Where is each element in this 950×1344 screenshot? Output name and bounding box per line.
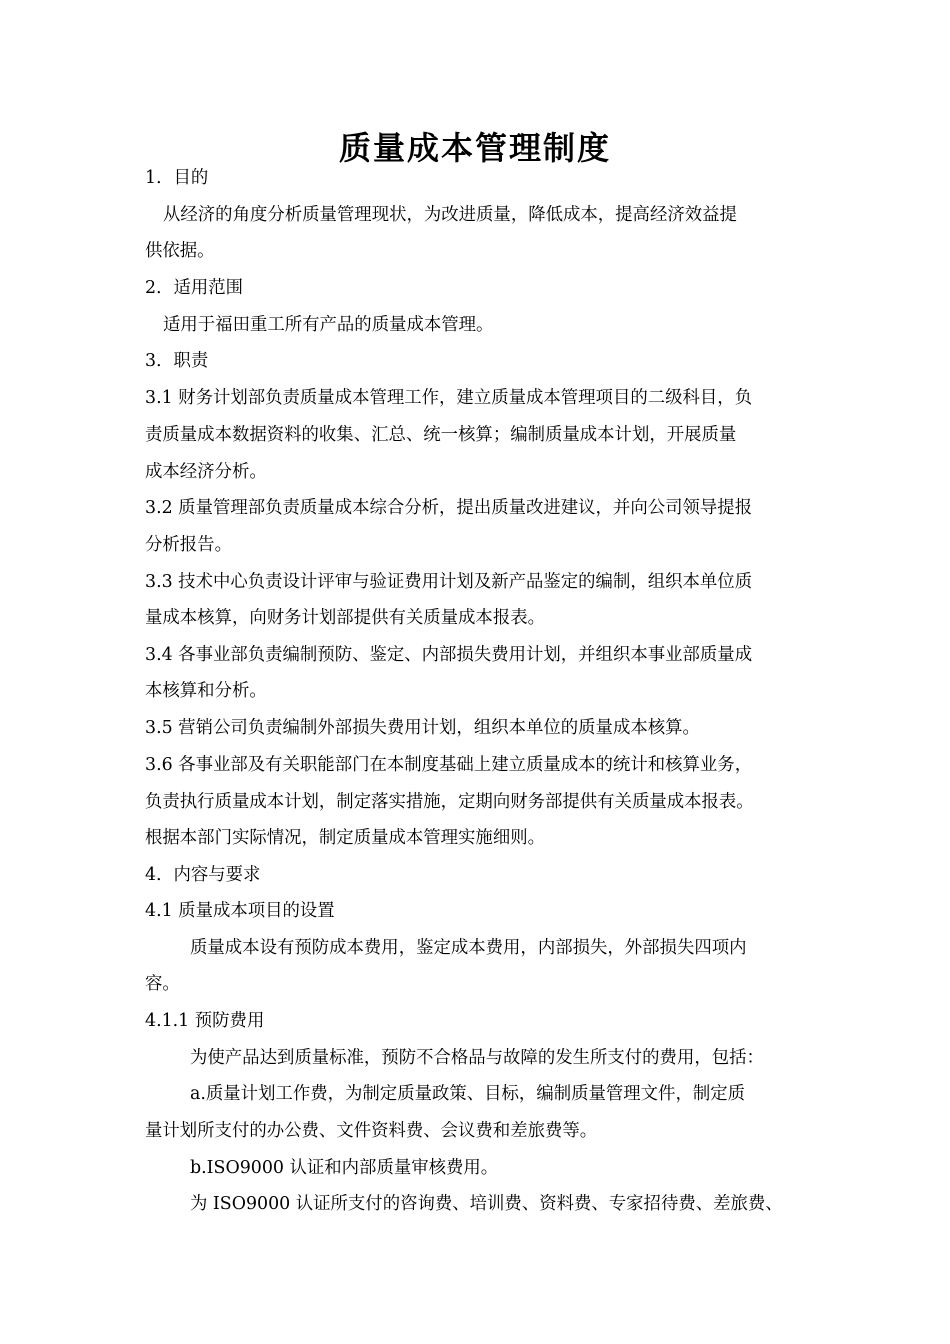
- body-line: 3.6 各事业部及有关职能部门在本制度基础上建立质量成本的统计和核算业务，: [145, 755, 753, 775]
- body-line: 4．内容与要求: [145, 865, 261, 885]
- body-line: 为 ISO9000 认证所支付的咨询费、培训费、资料费、专家招待费、差旅费、: [190, 1194, 783, 1214]
- body-line: 从经济的角度分析质量管理现状，为改进质量，降低成本，提高经济效益提: [163, 205, 737, 225]
- body-line: 4.1.1 预防费用: [145, 1011, 265, 1031]
- body-line: 2．适用范围: [145, 278, 244, 298]
- body-line: b.ISO9000 认证和内部质量审核费用。: [190, 1158, 499, 1178]
- body-line: 3.3 技术中心负责设计评审与验证费用计划及新产品鉴定的编制，组织本单位质: [145, 572, 753, 592]
- body-line: 供依据。: [145, 241, 215, 261]
- body-line: 3．职责: [145, 351, 209, 371]
- body-line: 为使产品达到质量标准，预防不合格品与故障的发生所支付的费用，包括：: [190, 1048, 764, 1068]
- body-line: 成本经济分析。: [145, 462, 267, 482]
- body-line: 根据本部门实际情况，制定质量成本管理实施细则。: [145, 828, 545, 848]
- body-line: 负责执行质量成本计划，制定落实措施，定期向财务部提供有关质量成本报表。: [145, 792, 754, 812]
- body-line: 3.5 营销公司负责编制外部损失费用计划，组织本单位的质量成本核算。: [145, 718, 700, 738]
- body-line: 3.1 财务计划部负责质量成本管理工作，建立质量成本管理项目的二级科目，负: [145, 388, 753, 408]
- body-line: 4.1 质量成本项目的设置: [145, 901, 335, 921]
- body-line: a.质量计划工作费，为制定质量政策、目标，编制质量管理文件，制定质: [190, 1084, 746, 1104]
- body-line: 1．目的: [145, 168, 209, 188]
- body-line: 责质量成本数据资料的收集、汇总、统一核算；编制质量成本计划，开展质量: [145, 425, 737, 445]
- body-line: 3.2 质量管理部负责质量成本综合分析，提出质量改进建议，并向公司领导提报: [145, 498, 753, 518]
- body-line: 3.4 各事业部负责编制预防、鉴定、内部损失费用计划，并组织本事业部质量成: [145, 645, 753, 665]
- body-line: 分析报告。: [145, 535, 232, 555]
- body-line: 量计划所支付的办公费、文件资料费、会议费和差旅费等。: [145, 1121, 598, 1141]
- body-line: 容。: [145, 974, 180, 994]
- body-line: 适用于福田重工所有产品的质量成本管理。: [163, 315, 494, 335]
- body-line: 本核算和分析。: [145, 681, 267, 701]
- body-line: 质量成本设有预防成本费用，鉴定成本费用，内部损失，外部损失四项内: [190, 938, 747, 958]
- document-title: 质量成本管理制度: [338, 129, 611, 167]
- body-line: 量成本核算，向财务计划部提供有关质量成本报表。: [145, 608, 545, 628]
